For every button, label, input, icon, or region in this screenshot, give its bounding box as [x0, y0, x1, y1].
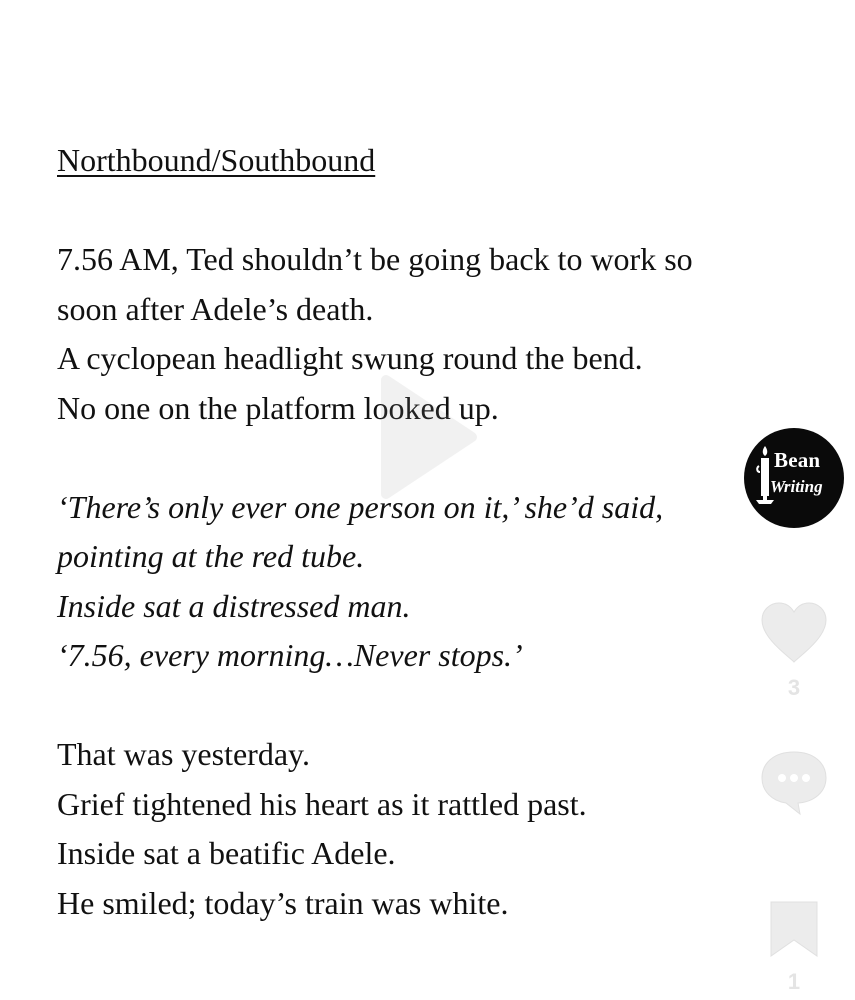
watermark-line-1: Bean [774, 448, 821, 472]
story-line: soon after Adele’s death. [57, 290, 374, 327]
story-line: Inside sat a distressed man. [57, 587, 411, 624]
comment-button[interactable] [758, 748, 830, 821]
heart-icon [758, 600, 830, 666]
story-line: pointing at the red tube. [57, 538, 365, 574]
save-button[interactable] [763, 898, 825, 995]
story-line: ‘7.56, every morning…Never stops.’ [57, 637, 523, 673]
story-line: That was yesterday. [57, 736, 310, 772]
stanza-2 [57, 483, 757, 681]
stanza-3 [57, 730, 757, 928]
story-text [57, 136, 757, 978]
watermark-badge[interactable] [744, 428, 844, 528]
story-line: He smiled; today’s train was white. [57, 884, 509, 921]
story-line: ‘There’s only ever one person on it,’ she’d said, [57, 488, 664, 525]
story-line: A cyclopean headlight swung round the bend. [57, 340, 643, 376]
like-button[interactable] [758, 600, 830, 701]
like-count: 3 [787, 675, 801, 700]
bookmark-icon [763, 898, 825, 960]
comment-bubble-icon [758, 748, 830, 816]
play-icon[interactable] [372, 372, 482, 502]
story-line: Grief tightened his heart as it rattled past. [57, 785, 587, 822]
save-count: 1 [787, 969, 801, 994]
story-line: 7.56 AM, Ted shouldn’t be going back to work so [57, 241, 693, 277]
story-line: Inside sat a beatific Adele. [57, 835, 396, 871]
story-title: Northbound/Southbound [57, 142, 376, 178]
watermark-line-2: Writing [770, 477, 823, 496]
story-line: No one on the platform looked up. [57, 389, 499, 426]
